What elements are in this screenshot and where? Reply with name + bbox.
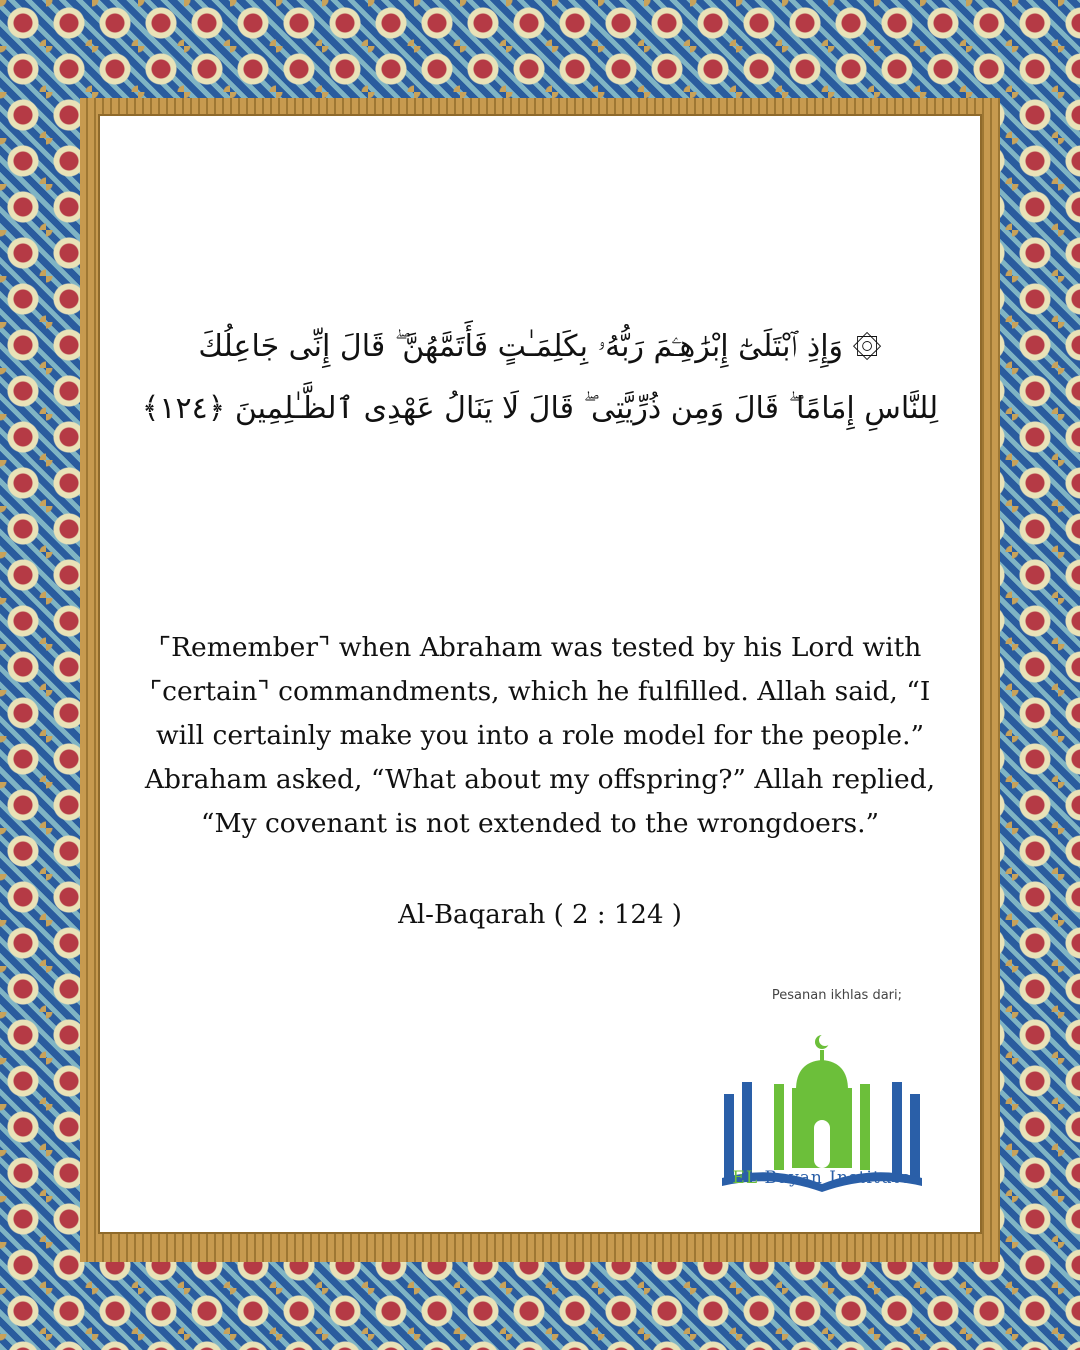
- arabic-verse-line-1: ۞ وَإِذِ ٱبْتَلَىٰٓ إِبْرَٰهِـۧمَ رَبُّهُۥ بِكَلِمَـٰتٍ فَأَتَمَّهُنَّ ۖ قَالَ إِنِّى جَاعِلُكَ: [198, 329, 882, 364]
- translation-line: “My covenant is not extended to the wrongdoers.”: [200, 808, 880, 839]
- translation-line: ⌜Remember⌝ when Abraham was tested by his Lord with: [158, 632, 922, 663]
- translation-text: [120, 626, 960, 846]
- arabic-verse-line-2: لِلنَّاسِ إِمَامًا ۖ قَالَ وَمِن ذُرِّيَّتِى ۖ قَالَ لَا يَنَالُ عَهْدِى ٱلظَّـٰلِمِينَ ﴿١٢٤﴾: [141, 391, 939, 426]
- translation-line: will certainly make you into a role model for the people.”: [155, 720, 925, 751]
- logo-word-bayan-institute: Bayan Institute: [764, 1168, 912, 1188]
- verse-reference: Al-Baqarah ( 2 : 124 ): [398, 900, 682, 930]
- translation-line: ⌜certain⌝ commandments, which he fulfilled. Allah said, “I: [149, 676, 931, 707]
- logo-word-el: EL: [732, 1168, 759, 1188]
- logo-wordmark: [702, 1168, 942, 1188]
- translation-line: Abraham asked, “What about my offspring?” Allah replied,: [144, 764, 936, 795]
- sender-message: Pesanan ikhlas dari;: [771, 988, 902, 1003]
- content-panel: [98, 114, 982, 1234]
- arabic-verse: [140, 316, 940, 440]
